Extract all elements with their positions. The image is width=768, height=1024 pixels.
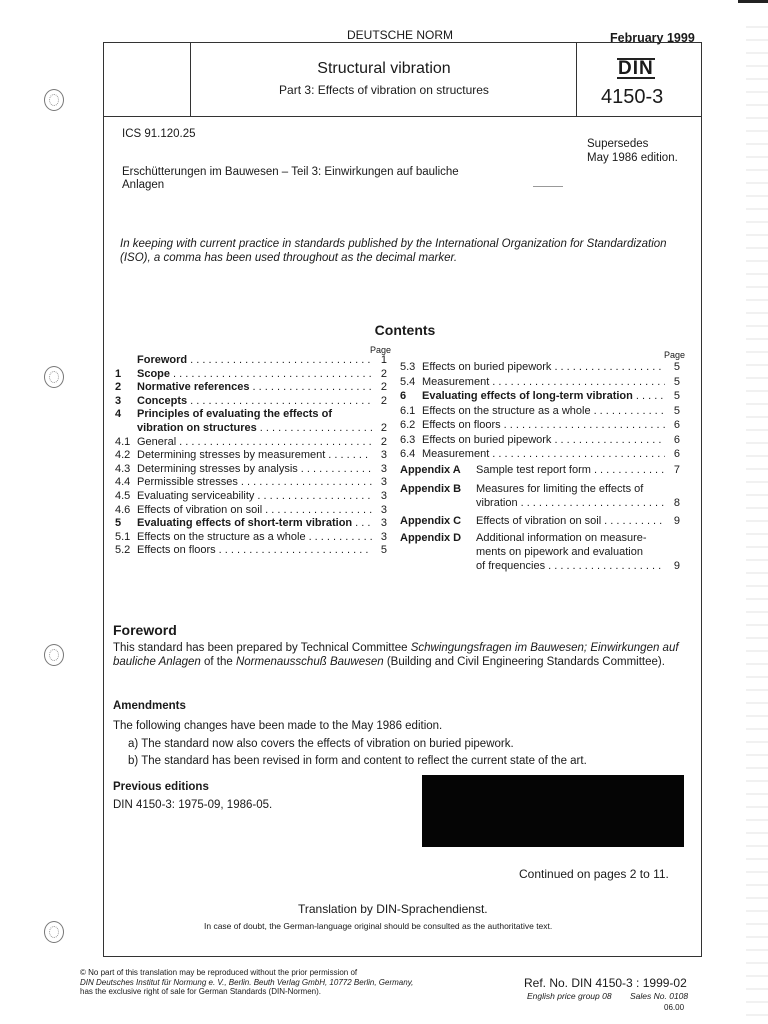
toc-entry-number: 1	[115, 367, 122, 380]
toc-leader-dots	[554, 434, 665, 447]
toc-leader-dots	[328, 449, 372, 462]
scan-edge-noise	[746, 20, 768, 1020]
toc-leader-dots	[548, 560, 665, 573]
toc-entry	[115, 395, 387, 408]
toc-leader-dots	[260, 422, 372, 435]
toc-entry-page: 1	[380, 354, 387, 366]
appendix-title: ments on pipework and evaluation	[476, 546, 643, 558]
toc-entry-number: 2	[115, 381, 122, 394]
amendments-intro: The following changes have been made to the May 1986 edition.	[113, 720, 443, 732]
toc-leader-dots	[179, 436, 372, 449]
toc-leader-dots	[173, 368, 372, 381]
toc-appendix-entry	[400, 483, 680, 496]
toc-entry	[400, 390, 680, 403]
toc-entry	[115, 517, 387, 530]
toc-leader-dots	[492, 448, 665, 461]
redacted-block	[422, 775, 684, 847]
toc-leader-dots	[253, 381, 372, 394]
toc-entry-label: Scope	[137, 367, 171, 380]
appendix-page: 7	[673, 464, 680, 476]
toc-entry-number	[115, 354, 137, 367]
toc-leader-dots	[241, 476, 372, 489]
previous-editions-heading: Previous editions	[113, 781, 209, 793]
toc-entry-number: 4.3	[115, 462, 131, 475]
appendix-label: Appendix D	[400, 532, 462, 544]
toc-entry-label: Foreword	[137, 354, 188, 366]
toc-entry-page: 3	[380, 530, 387, 543]
amendment-item-a: a) The standard now also covers the effects of vibration on buried pipework.	[128, 738, 514, 750]
toc-entry-number: 6.3	[400, 433, 416, 446]
toc-leader-dots	[604, 515, 665, 528]
toc-entry	[115, 449, 387, 462]
toc-entry-page: 5	[673, 404, 680, 417]
punch-hole-3	[44, 644, 64, 666]
toc-entry-number: 4	[115, 408, 122, 421]
toc-entry-page: 5	[380, 544, 387, 557]
continued-note: Continued on pages 2 to 11.	[519, 867, 669, 881]
toc-entry-label: Determining stresses by analysis	[137, 462, 298, 475]
page-column-label-left: Page	[370, 345, 392, 355]
toc-entry-label: vibration on structures	[137, 422, 257, 434]
toc-appendix-entry	[400, 546, 680, 559]
foreword-text-1: This standard has been prepared by Technical Committee	[113, 642, 411, 654]
toc-entry-number: 5.1	[115, 530, 131, 543]
german-title: Erschütterungen im Bauwesen – Teil 3: Einwirkungen auf bauliche Anlagen	[122, 166, 459, 191]
toc-entry-page: 5	[673, 375, 680, 388]
appendix-label	[400, 546, 476, 559]
toc-entry-page: 3	[380, 503, 387, 516]
toc-leader-dots	[521, 497, 665, 510]
toc-leader-dots	[265, 504, 372, 517]
toc-leader-dots	[355, 517, 372, 530]
appendix-label: Appendix A	[400, 464, 461, 476]
toc-leader-dots	[594, 464, 665, 477]
toc-entry-number	[115, 422, 137, 435]
committee-name: Schwingungsfragen im Bauwesen; Einwirkungen auf bauliche Anlagen	[113, 642, 679, 668]
appendix-title: Sample test report form	[476, 464, 591, 476]
toc-entry	[115, 463, 387, 476]
decimal-marker-note: In keeping with current practice in standards published by the International Organization for Standardization (ISO), a comma has been used throughout as the decimal marker.	[120, 238, 667, 264]
amendment-item-b: b) The standard has been revised in form and content to reflect the current state of the art.	[128, 755, 587, 767]
appendix-page: 9	[673, 515, 680, 527]
toc-entry-number: 6.2	[400, 419, 416, 431]
appendix-title: of frequencies	[476, 560, 546, 572]
print-code: 06.00	[664, 1003, 685, 1012]
toc-entry	[115, 408, 387, 421]
toc-entry	[115, 531, 387, 544]
toc-entry-number: 6	[400, 390, 407, 402]
toc-entry	[400, 434, 680, 447]
toc-entry-label: Principles of evaluating the effects of	[137, 408, 332, 421]
appendix-title: vibration	[476, 497, 518, 509]
toc-entry-label: General	[137, 435, 177, 448]
page-column-label-right: Page	[664, 350, 686, 360]
appendix-label: Appendix C	[400, 515, 462, 527]
punch-hole-1	[44, 89, 64, 111]
toc-appendix-entry	[400, 532, 680, 545]
toc-entry-number: 6.1	[400, 404, 416, 417]
toc-entry-label: Normative references	[137, 381, 250, 394]
toc-leader-dots	[504, 419, 665, 432]
toc-entry	[115, 381, 387, 394]
toc-entry-number: 5.4	[400, 375, 416, 388]
toc-leader-dots	[301, 463, 372, 476]
toc-entry-page: 3	[380, 490, 387, 502]
toc-entry-page: 5	[673, 361, 680, 373]
toc-entry	[400, 448, 680, 461]
toc-entry-number: 4.6	[115, 503, 131, 516]
document-subtitle: Part 3: Effects of vibration on structures	[279, 83, 489, 97]
toc-leader-dots	[257, 490, 372, 503]
toc-leader-dots	[219, 544, 372, 557]
supersedes-line-1: Supersedes	[587, 138, 649, 150]
toc-entry-number: 5.3	[400, 361, 416, 373]
toc-entry	[115, 504, 387, 517]
toc-entry	[115, 476, 387, 489]
toc-leader-dots	[636, 390, 665, 403]
foreword-text-5: (Building and Civil Engineering Standards Committee).	[383, 655, 665, 668]
toc-leader-dots	[309, 531, 372, 544]
appendix-title: Effects of vibration on soil	[476, 515, 602, 527]
toc-appendix-entry	[400, 560, 680, 573]
standards-body: Normenausschuß Bauwesen	[235, 655, 384, 668]
copyright-line-3: has the exclusive right of sale for German Standards (DIN-Normen).	[80, 987, 321, 996]
toc-entry	[115, 422, 387, 435]
reference-number: Ref. No. DIN 4150-3 : 1999-02	[524, 976, 687, 990]
standard-type: DEUTSCHE NORM	[346, 28, 453, 42]
toc-entry-number: 5.2	[115, 544, 131, 557]
toc-leader-dots	[190, 354, 372, 367]
foreword-heading: Foreword	[113, 622, 177, 638]
appendix-label: Appendix B	[400, 483, 462, 495]
title-divider-right	[576, 42, 577, 117]
price-group: English price group 08	[527, 991, 612, 1001]
appendix-title: Additional information on measure-	[476, 532, 647, 544]
translation-credit: Translation by DIN-Sprachendienst.	[298, 902, 488, 916]
toc-entry-label: Effects on floors	[137, 544, 216, 557]
toc-entry-label: Effects on the structure as a whole	[422, 404, 591, 417]
authoritative-text-note: In case of doubt, the German-language original should be consulted as the authoritative text.	[204, 921, 553, 931]
toc-entry	[115, 436, 387, 449]
faint-mark	[533, 186, 563, 187]
foreword-text	[113, 642, 688, 669]
document-title: Structural vibration	[317, 60, 451, 77]
toc-entry-label: Effects on buried pipework	[422, 361, 552, 373]
appendix-page: 9	[673, 560, 680, 572]
toc-leader-dots	[190, 395, 372, 408]
punch-hole-2	[44, 366, 64, 388]
standard-number: 4150-3	[601, 86, 664, 108]
toc-entry-number: 6.4	[400, 448, 416, 460]
toc-entry-number: 5	[115, 517, 122, 530]
toc-appendix-entry	[400, 515, 680, 528]
amendments-heading: Amendments	[113, 700, 186, 712]
toc-entry-label: Measurement	[422, 448, 490, 460]
toc-appendix-entry	[400, 497, 680, 510]
contents-heading: Contents	[374, 322, 436, 338]
toc-entry	[400, 376, 680, 389]
din-logo: DIN	[618, 58, 654, 79]
toc-entry-page: 6	[673, 448, 680, 460]
appendix-label	[400, 560, 476, 573]
toc-entry-page: 2	[380, 435, 387, 448]
toc-entry-label: Effects on floors	[422, 419, 501, 431]
supersedes-note	[587, 137, 697, 165]
toc-entry-number: 4.5	[115, 490, 131, 502]
toc-entry-label: Evaluating effects of short-term vibration	[137, 517, 353, 530]
toc-entry	[400, 405, 680, 418]
punch-hole-4	[44, 921, 64, 943]
toc-entry-label: Effects on the structure as a whole	[137, 530, 306, 543]
copyright-line-1: © No part of this translation may be reproduced without the prior permission of	[80, 968, 358, 977]
toc-entry-label: Permissible stresses	[137, 476, 238, 489]
toc-entry-label: Determining stresses by measurement	[137, 449, 326, 462]
toc-appendix-entry	[400, 464, 680, 477]
scan-edge-mark	[738, 0, 768, 3]
copyright-line-2: DIN Deutsches Institut für Normung e. V., Berlin. Beuth Verlag GmbH, 10772 Berlin, Germany,	[80, 977, 414, 987]
toc-leader-dots	[594, 405, 665, 418]
toc-entry	[115, 544, 387, 557]
toc-entry-number: 4.4	[115, 476, 131, 489]
previous-editions-text: DIN 4150-3: 1975-09, 1986-05.	[113, 799, 273, 811]
toc-entry	[115, 368, 387, 381]
toc-entry-number: 4.2	[115, 449, 131, 462]
toc-leader-dots	[554, 361, 665, 374]
toc-entry	[115, 490, 387, 503]
foreword-text-3: of the	[200, 655, 236, 668]
appendix-label	[400, 497, 476, 510]
toc-entry-page: 5	[673, 390, 680, 402]
toc-entry-page: 3	[380, 476, 387, 489]
toc-leader-dots	[492, 376, 665, 389]
toc-entry-page: 6	[673, 419, 680, 431]
copyright-notice	[80, 968, 460, 997]
toc-entry-label: Evaluating effects of long-term vibration	[422, 390, 633, 402]
toc-entry-label: Concepts	[137, 394, 188, 407]
appendix-page: 8	[673, 497, 680, 509]
toc-entry-page: 3	[380, 517, 387, 530]
toc-entry-number: 4.1	[115, 435, 131, 448]
toc-entry-page: 6	[673, 433, 680, 446]
publication-date: February 1999	[610, 31, 695, 45]
toc-entry-label: Measurement	[422, 375, 490, 388]
toc-entry-label: Effects of vibration on soil	[137, 503, 263, 516]
toc-entry	[115, 354, 387, 367]
appendix-title: Measures for limiting the effects of	[476, 483, 644, 495]
toc-entry-page: 3	[380, 449, 387, 462]
ics-code: ICS 91.120.25	[122, 128, 196, 140]
toc-entry-label: Evaluating serviceability	[137, 490, 255, 502]
toc-entry-page: 2	[380, 381, 387, 394]
toc-entry-page: 3	[380, 462, 387, 475]
supersedes-line-2: May 1986 edition.	[587, 152, 678, 164]
toc-entry-number: 3	[115, 394, 122, 407]
toc-entry-page: 2	[380, 367, 387, 380]
toc-entry-label: Effects on buried pipework	[422, 433, 552, 446]
title-divider-left	[190, 42, 191, 117]
toc-entry	[400, 361, 680, 374]
toc-entry-page: 2	[380, 394, 387, 407]
toc-entry-page: 2	[380, 422, 387, 434]
sales-number: Sales No. 0108	[630, 991, 689, 1001]
toc-entry	[400, 419, 680, 432]
